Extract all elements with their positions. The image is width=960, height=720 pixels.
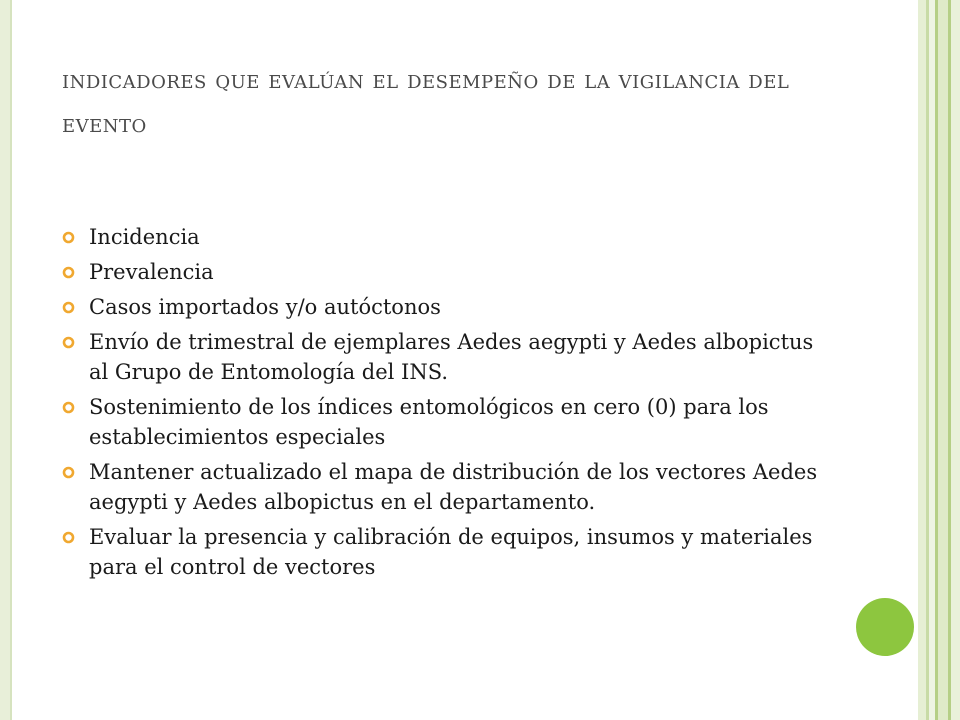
bullet-item-mantener xyxy=(62,457,832,517)
bullet-item-sostenimiento xyxy=(62,392,832,452)
green-circle-decoration xyxy=(856,598,914,656)
bullet-list xyxy=(62,222,832,587)
bullet-text: Envío de trimestral de ejemplares Aedes aegypti y Aedes albopictus al Grupo de Entomología del INS. xyxy=(89,330,814,384)
bullet-text: Casos importados y/o autóctonos xyxy=(89,295,441,319)
ring-bullet-icon xyxy=(62,401,75,414)
ring-bullet-icon xyxy=(62,231,75,244)
bullet-item-casos xyxy=(62,292,832,322)
bullet-text: Incidencia xyxy=(89,225,200,249)
bullet-item-prevalencia xyxy=(62,257,832,287)
bullet-item-evaluar xyxy=(62,522,832,582)
bullet-item-envio xyxy=(62,327,832,387)
ring-bullet-icon xyxy=(62,336,75,349)
bullet-item-incidencia xyxy=(62,222,832,252)
left-frame-border xyxy=(0,0,12,720)
right-frame-stripes xyxy=(918,0,960,720)
bullet-text: Evaluar la presencia y calibración de equipos, insumos y materiales para el control de vectores xyxy=(89,525,813,579)
ring-bullet-icon xyxy=(62,531,75,544)
ring-bullet-icon xyxy=(62,266,75,279)
bullet-text: Sostenimiento de los índices entomológicos en cero (0) para los establecimientos especiales xyxy=(89,395,769,449)
bullet-text: Mantener actualizado el mapa de distribución de los vectores Aedes aegypti y Aedes albopictus en el departamento. xyxy=(89,460,818,514)
slide-title: indicadores que evalúan el desempeño de la vigilancia del evento xyxy=(62,65,790,138)
ring-bullet-icon xyxy=(62,466,75,479)
bullet-text: Prevalencia xyxy=(89,260,214,284)
ring-bullet-icon xyxy=(62,301,75,314)
